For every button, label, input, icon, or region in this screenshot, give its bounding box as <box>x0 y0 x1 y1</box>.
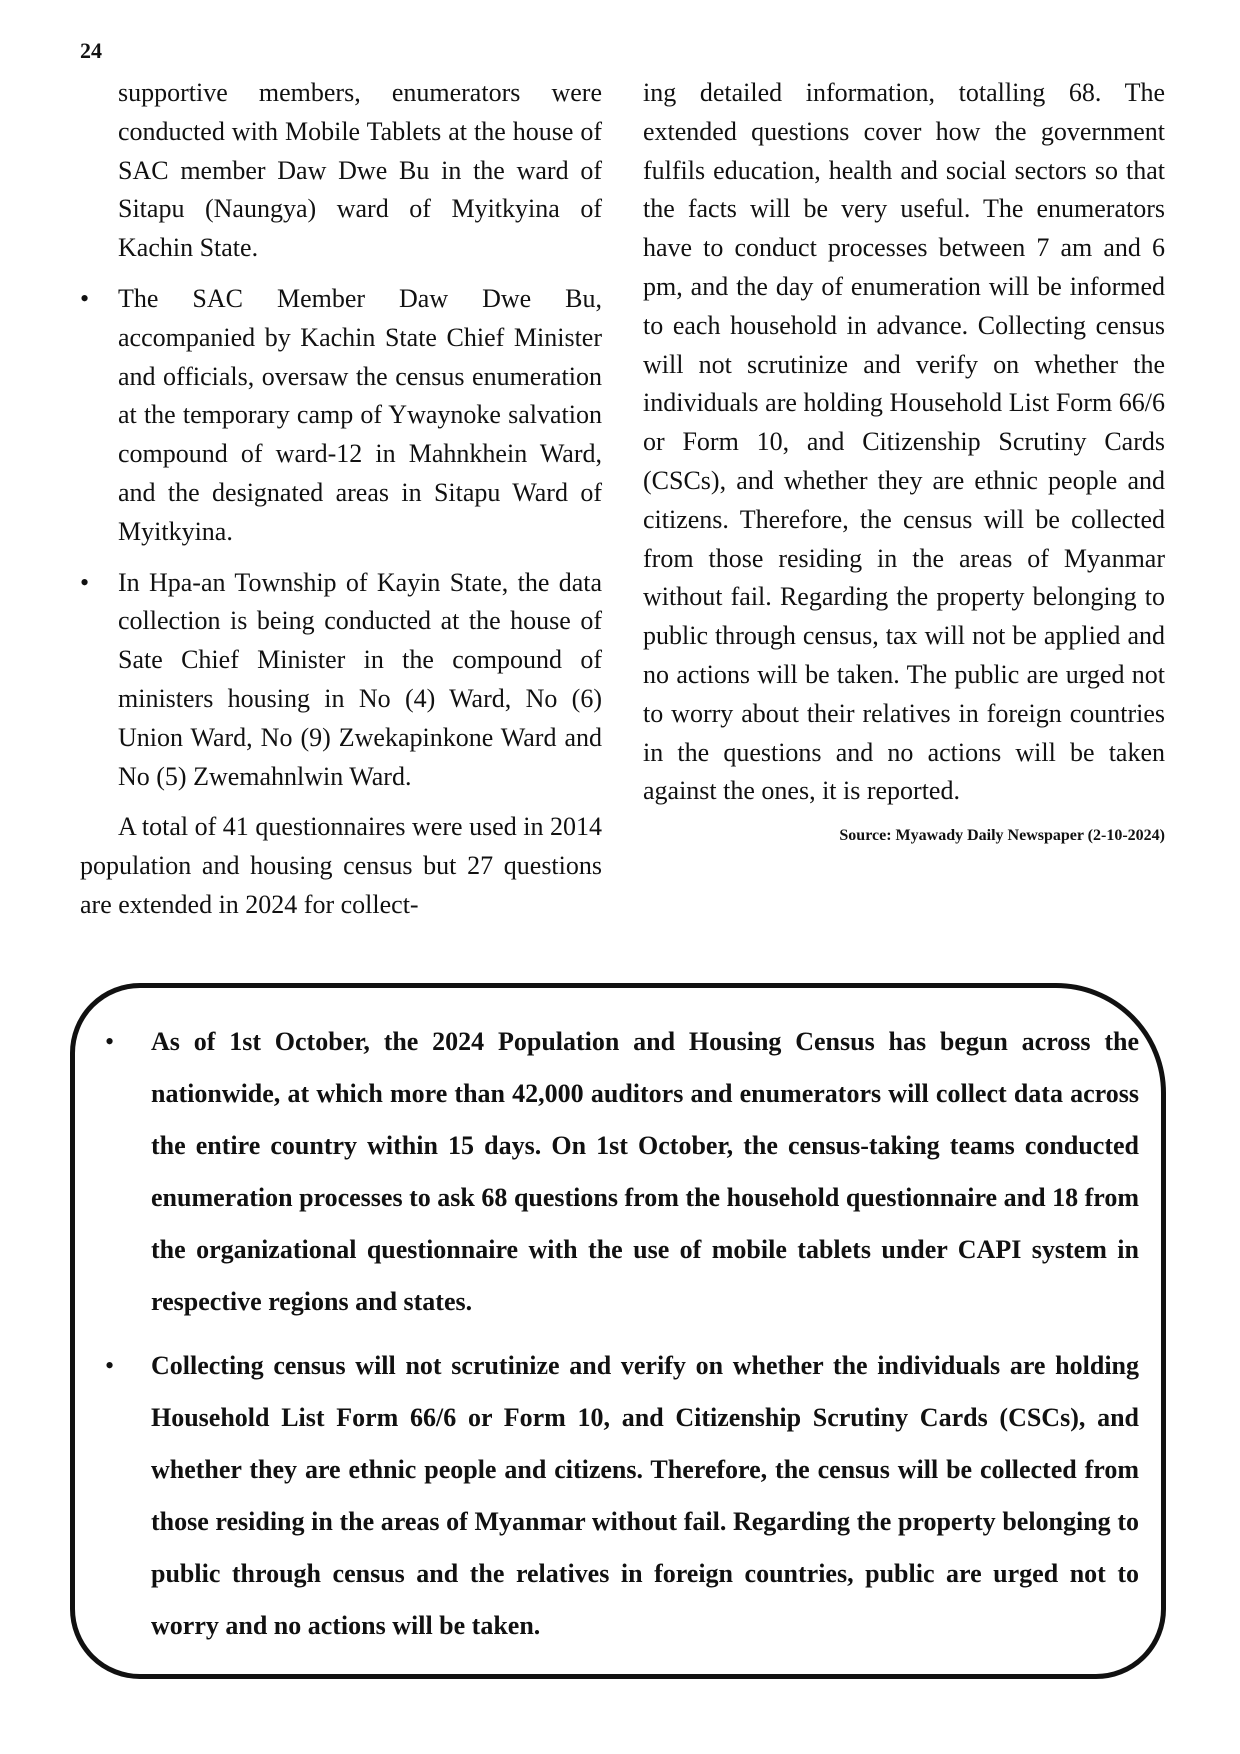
bullet-icon: • <box>80 567 90 597</box>
body-paragraph: ing detailed information, totalling 68. The extended questions cover how the government fulfils education, health and social sectors so that the facts will be very useful. The enumerators have to conduct processes between 7 am and 6 pm, and the day of enumeration will be informed to each household in advance. Collecting census will not scrutinize and verify on whether the individuals are holding Household List Form 66/6 or Form 10, and Citizenship Scrutiny Cards (CSCs), and whether they are ethnic people and citizens. Therefore, the census will be collected from those residing in the areas of Myanmar without fail. Regarding the property belonging to public through census, tax will not be applied and no actions will be taken. The public are urged not to worry about their relatives in foreign countries in the questions and no actions will be taken against the ones, it is reported. <box>643 78 1165 806</box>
continuation-paragraph: supportive members, enumerators were conducted with Mobile Tablets at the house of SAC member Daw Dwe Bu in the ward of Sitapu (Naungya) ward of Myitkyina of Kachin State. <box>118 78 602 263</box>
list-item-text: Collecting census will not scrutinize and verify on whether the individuals are holding Household List Form 66/6 or Form 10, and Citizenship Scrutiny Cards (CSCs), and whether they are ethnic people and citizens. Therefore, the census will be collected from those residing in the areas of Myanmar without fail. Regarding the property belonging to public through census and the relatives in foreign countries, public are urged not to worry and no actions will be taken. <box>151 1351 1139 1640</box>
list-item-text: As of 1st October, the 2024 Population and Housing Census has begun across the nationwide, at which more than 42,000 auditors and enumerators will collect data across the entire country within 15 days. On 1st October, the census-taking teams conducted enumeration processes to ask 68 questions from the household questionnaire and 18 from the organizational questionnaire with the use of mobile tablets under CAPI system in respective regions and states. <box>151 1027 1139 1316</box>
source-citation: Source: Myawady Daily Newspaper (2-10-2024) <box>839 827 1165 845</box>
right-column <box>643 74 1165 847</box>
list-item <box>80 564 602 797</box>
body-paragraph: A total of 41 questionnaires were used in 2014 population and housing census but 27 questions are extended in 2024 for collect- <box>80 812 602 919</box>
bullet-icon: • <box>80 283 90 313</box>
left-column <box>80 74 602 925</box>
list-item-text: In Hpa-an Township of Kayin State, the data collection is being conducted at the house of Sate Chief Minister in the compound of ministers housing in No (4) Ward, No (6) Union Ward, No (9) Zwekapinkone Ward and No (5) Zwemahnlwin Ward. <box>118 567 602 791</box>
page-number: 24 <box>80 38 102 63</box>
bullet-icon: • <box>105 1351 115 1380</box>
bullet-list <box>80 280 602 796</box>
highlight-box <box>70 983 1166 1679</box>
list-item <box>80 280 602 552</box>
bullet-icon: • <box>105 1027 115 1056</box>
list-item-text: The SAC Member Daw Dwe Bu, accompanied by Kachin State Chief Minister and officials, oversaw the census enumeration at the temporary camp of Ywaynoke salvation compound of ward-12 in Mahnkhein Ward, and the designated areas in Sitapu Ward of Myitkyina. <box>118 283 602 546</box>
highlight-bullet-list <box>105 1016 1139 1652</box>
list-item <box>105 1340 1139 1652</box>
list-item <box>105 1016 1139 1328</box>
